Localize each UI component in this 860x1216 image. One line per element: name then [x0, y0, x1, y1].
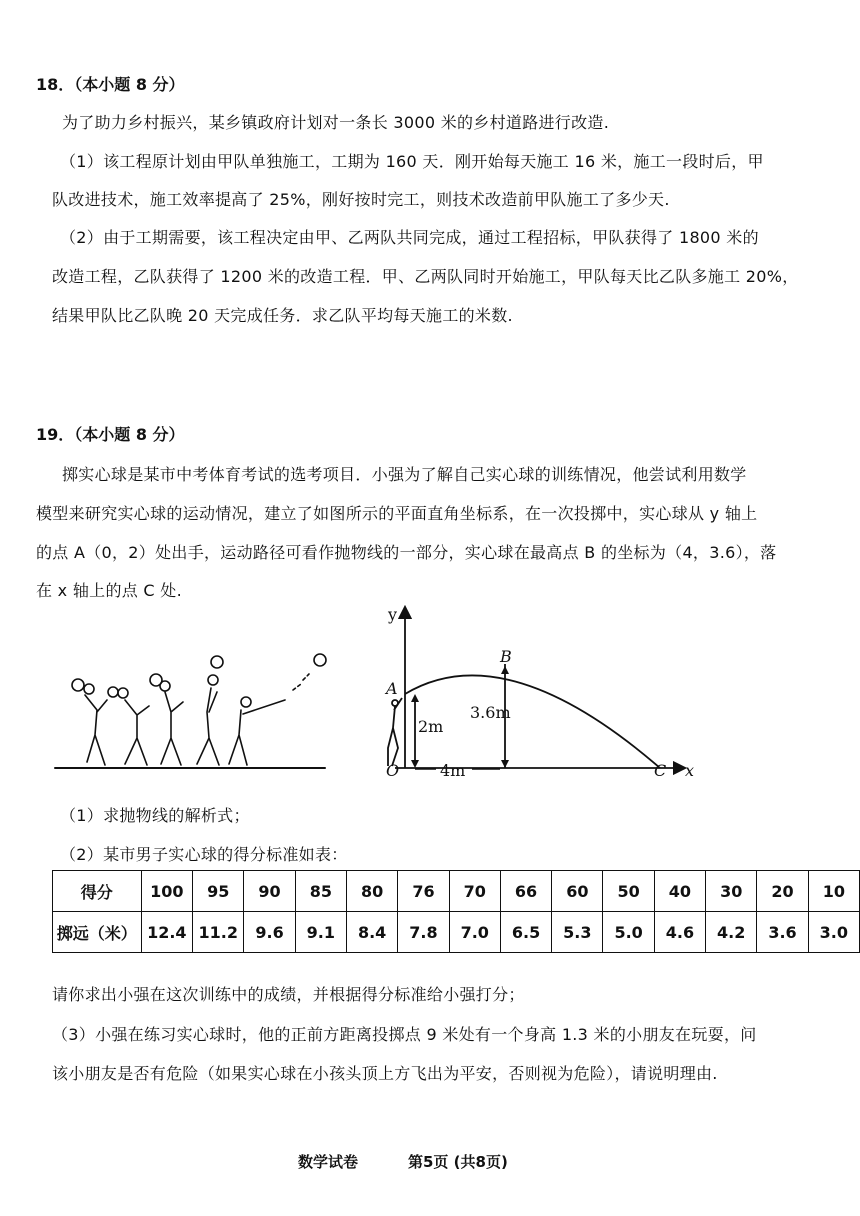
- point-b-label: B: [500, 647, 512, 666]
- y-axis-label: y: [388, 605, 398, 624]
- point-c-label: C: [654, 761, 667, 780]
- q18-intro: 为了助力乡村振兴，某乡镇政府计划对一条长 3000 米的乡村道路进行改造.: [62, 113, 610, 132]
- table-cell: 12.4: [141, 912, 192, 953]
- table-cell: 100: [141, 871, 192, 912]
- table-cell: 76: [398, 871, 449, 912]
- table-header-distance: 掷远（米）: [53, 912, 142, 953]
- shot-put-athletes-illustration: [45, 640, 335, 780]
- q19-part1: （1）求抛物线的解析式；: [60, 806, 250, 825]
- footer-page-number: 第5页 (共8页): [408, 1153, 508, 1171]
- q19-part2: （2）某市男子实心球的得分标准如表：: [60, 845, 348, 864]
- q18-part2-line2: 改造工程，乙队获得了 1200 米的改造工程．甲、乙两队同时开始施工，甲队每天比乙队多施工 20%，: [52, 267, 799, 286]
- q19-intro-line2: 模型来研究实心球的运动情况，建立了如图所示的平面直角坐标系，在一次投掷中，实心球从 y 轴上: [36, 504, 758, 523]
- table-cell: 9.1: [295, 912, 346, 953]
- parabola-graph: [360, 598, 705, 788]
- label-2m: 2m: [418, 717, 444, 736]
- q18-heading: 18．（本小题 8 分）: [36, 75, 185, 94]
- table-cell: 4.2: [706, 912, 757, 953]
- table-cell: 10: [808, 871, 859, 912]
- table-cell: 9.6: [244, 912, 295, 953]
- point-a-label: A: [386, 679, 398, 698]
- label-4m: 4m: [440, 761, 466, 780]
- table-cell: 50: [603, 871, 654, 912]
- table-cell: 66: [500, 871, 551, 912]
- table-cell: 8.4: [347, 912, 398, 953]
- footer-subject: 数学试卷: [298, 1153, 359, 1171]
- table-cell: 20: [757, 871, 808, 912]
- label-3-6m: 3.6m: [470, 703, 511, 722]
- table-cell: 5.0: [603, 912, 654, 953]
- q18-part1-line2: 队改进技术，施工效率提高了 25%，刚好按时完工，则技术改造前甲队施工了多少天.: [52, 190, 670, 209]
- table-cell: 7.8: [398, 912, 449, 953]
- q19-intro-line1: 掷实心球是某市中考体育考试的选考项目．小强为了解自己实心球的训练情况，他尝试利用数学: [62, 465, 747, 484]
- q19-part2-after: 请你求出小强在这次训练中的成绩，并根据得分标准给小强打分；: [52, 985, 525, 1004]
- table-row-distances: [53, 912, 860, 953]
- table-cell: 3.6: [757, 912, 808, 953]
- table-cell: 40: [654, 871, 705, 912]
- table-header-score: 得分: [53, 871, 142, 912]
- table-cell: 70: [449, 871, 500, 912]
- q19-part3-line1: （3）小强在练习实心球时，他的正前方距离投掷点 9 米处有一个身高 1.3 米的小朋友在玩耍，问: [52, 1025, 757, 1044]
- score-standard-table: [52, 870, 860, 953]
- table-cell: 85: [295, 871, 346, 912]
- table-cell: 30: [706, 871, 757, 912]
- table-cell: 90: [244, 871, 295, 912]
- table-cell: 80: [347, 871, 398, 912]
- origin-label: O: [386, 761, 400, 780]
- x-axis-label: x: [685, 761, 695, 780]
- table-cell: 4.6: [654, 912, 705, 953]
- table-cell: 11.2: [193, 912, 244, 953]
- q19-intro-line4: 在 x 轴上的点 C 处.: [36, 581, 182, 600]
- table-cell: 7.0: [449, 912, 500, 953]
- table-cell: 5.3: [552, 912, 603, 953]
- q18-part2-line1: （2）由于工期需要，该工程决定由甲、乙两队共同完成，通过工程招标，甲队获得了 1800 米的: [60, 228, 759, 247]
- q18-part2-line3: 结果甲队比乙队晚 20 天完成任务．求乙队平均每天施工的米数.: [52, 306, 513, 325]
- table-cell: 6.5: [500, 912, 551, 953]
- table-row-scores: [53, 871, 860, 912]
- q19-part3-line2: 该小朋友是否有危险（如果实心球在小孩头顶上方飞出为平安，否则视为危险），请说明理由.: [52, 1064, 718, 1083]
- table-cell: 3.0: [808, 912, 859, 953]
- table-cell: 60: [552, 871, 603, 912]
- q18-part1-line1: （1）该工程原计划由甲队单独施工，工期为 160 天．刚开始每天施工 16 米，施工一段时后，甲: [60, 152, 764, 171]
- q19-intro-line3: 的点 A（0，2）处出手，运动路径可看作抛物线的一部分，实心球在最高点 B 的坐标为（4，3.6），落: [36, 543, 777, 562]
- q19-heading: 19．（本小题 8 分）: [36, 425, 185, 444]
- table-cell: 95: [193, 871, 244, 912]
